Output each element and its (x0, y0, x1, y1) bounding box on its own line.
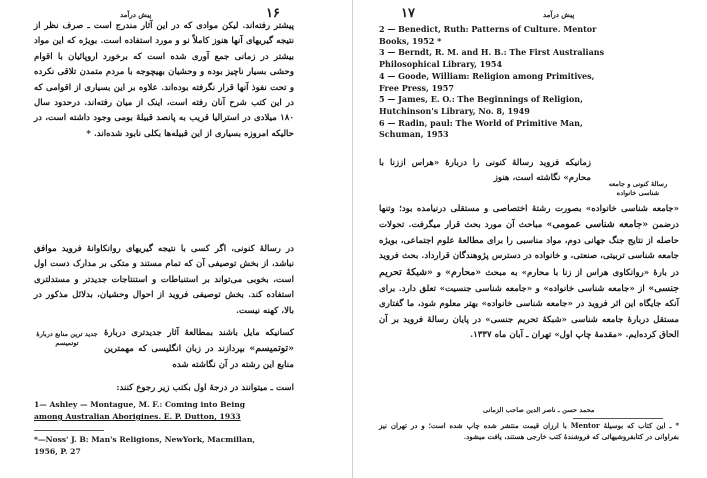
reference-line: 6 — Radin, paul: The World of Primitive Man, (379, 117, 583, 128)
text-run: کسانیکه مایل باشند بمطالعهٔ آثار جدیدتری دربارهٔ (104, 328, 294, 338)
body-paragraph: زمانیکه فروید رسالهٔ کنونی را دربارهٔ «هراس اززنا با محارم» نگاشته است، هنوز (379, 158, 591, 184)
left-page (0, 0, 353, 478)
body-paragraph: پیشتر رفته‌اند. لیکن موادی که در این آثار مندرج است ـ صرف نظر از نتیجه گیریهای آنها هنوز کاملاً نو و مورد استفاده است. بویژه که این مواد بیشتر در زمانی جمع آوری شده است که برخورد اروپائیان با اقوام وحشی بسیار ناچیز بوده و وحشیان بهیچوجه با مردم متمدن تلاقی نکرده و تحت نفوذ آنها قرار نگرفته بوده‌اند. علاوه بر این بسیاری از اقوامی که در این کتب شرح آنان رفته است، اینک از میان رفته‌اند. درحدود سال ۱۸۰ میلادی در استرالیا قریب به پانصد قبیلهٔ بومی وجود داشته است، در حالیکه امروزه بسیاری از این قبیله‌ها بکلی نابود شده‌اند. * (34, 21, 294, 139)
reference-entry (379, 71, 659, 94)
text-run: بپردازند در زبان انگلیسی که مهمترین منابع این رشته در آن نگاشته شده (104, 344, 294, 370)
body-paragraph: است ـ میتوانند در درجهٔ اول بکتب زیر رجوع کنند: (116, 383, 294, 393)
text-run: «جامعه شناسی خانواده» بصورت رشتهٔ اختصاصی و مستقلی درنیامده بود؛ وتنها درضمن (379, 204, 679, 231)
reference-line: 1— Ashley — Montague, M. F.: Coming into Being (34, 400, 246, 409)
reference-line: 3 — Berndt, R. M. and H. B.: The First Australians (379, 47, 605, 58)
text-run: مباحث آن مورد بحث قرار میگرفت. تحولات حاصله از نتایج جنگ جهانی دوم، مواد مناسبی را برای مطالعهٔ علوم اجتماعی، بویژه جامعه شناسی تربیتی، صنعتی، و خانواده در دسترس پژوهندگان قرارداد. بحث فروید در بارهٔ «روانکاوی هراس از زنا با محارم» به مبحث (379, 220, 679, 278)
keyword: «شبکهٔ تحریم جنسی» (379, 266, 679, 295)
reference-line: Schuman, 1953 (379, 129, 449, 140)
reference-line: Books, 1952 * (379, 35, 442, 46)
margin-note: رسالهٔ کنونی و جامعه شناسی خانواده (608, 180, 668, 197)
reference-line: among Australian Aborigines. E. P. Dutton, 1933 (34, 412, 241, 421)
footnote: * ـ این کتاب که بوسیلهٔ Mentor با ارزان قیمت منتشر شده چاپ شده است؛ و در تهران نیز بفراوانی در کتابفروشیهائی که فروشندهٔ کتب خارجی هستند، یافت میشود. (379, 421, 679, 441)
footnote-divider (34, 430, 104, 431)
body-paragraph (104, 326, 294, 373)
reference-entry (379, 94, 659, 117)
reference-line: Philosophical Library, 1954 (379, 59, 503, 70)
footnote-line: 1956, P. 27 (34, 447, 81, 456)
running-head: پیش درآمد (120, 10, 152, 19)
body-paragraph: در رسالهٔ کنونی، اگر کسی با نتیجه گیریهای روانکاوانهٔ فروید موافق نباشد، از بخش توصیفی آن که تمام مستند و متکی بر مدارک دست اول است، بخوبی می‌تواند بر استنباطات و استنتاجات جدیدتر و مستدلتری استفاده کند. بخش توصیفی فروید از احوال وحشیان، بدلائل مذکور در بالا، کهنه نیست. (34, 244, 294, 316)
reference-line: Free Press, 1957 (379, 82, 454, 93)
text-run: و (432, 267, 446, 278)
reference-entry (34, 399, 294, 423)
keyword: «توتمیسم» (249, 343, 294, 355)
footnote (34, 434, 294, 458)
reference-line: Hutchinson's Library, No. 8, 1949 (379, 105, 530, 116)
reference-line: 2 — Benedict, Ruth: Patterns of Culture. Mentor (379, 24, 597, 34)
footnote-line: *—Noss' J. B: Man's Religions, NewYork, Macmillan, (34, 435, 256, 444)
margin-note: جدید ترین منابع دربارهٔ توتمیسم (36, 330, 98, 347)
reference-entry (379, 47, 659, 70)
right-page (353, 0, 706, 478)
page-number: ۱۷ (401, 6, 415, 21)
reference-entry (379, 118, 659, 141)
running-head: پیش درآمد (543, 10, 575, 19)
footnote-divider (573, 418, 663, 419)
reference-line: 5 — James, E. O.: The Beginnings of Religion, (379, 94, 583, 105)
reference-entry (379, 24, 659, 47)
reference-line: 4 — Goode, William: Religion among Primitives, (379, 70, 595, 81)
reference-list (379, 24, 659, 141)
keyword: «محارم» (445, 266, 482, 278)
page-number: ۱۶ (266, 6, 280, 21)
keyword: «جامعه شناسی عمومی» (546, 219, 649, 231)
text-run: از «جامعه شناسی خانواده» و «جامعه شناسی جنسیت» تعلق دارد. برای آنکه جایگاه این اثر فروید در «جامعه شناسی خانواده» بهتر معلوم شود، ما گفتاری مستقل دربارهٔ جامعه شناسی «شبکهٔ تحریم جنسی» در پایان رسالهٔ فروید بر آن الحاق کرده‌ایم. «مقدمهٔ چاپ اول» تهران ـ آبان ماه ۱۳۳۷. (379, 284, 679, 341)
signature-line: محمد حسن ـ ناصر الدین صاحب الزمانی (483, 406, 595, 414)
body-paragraph (379, 202, 679, 344)
